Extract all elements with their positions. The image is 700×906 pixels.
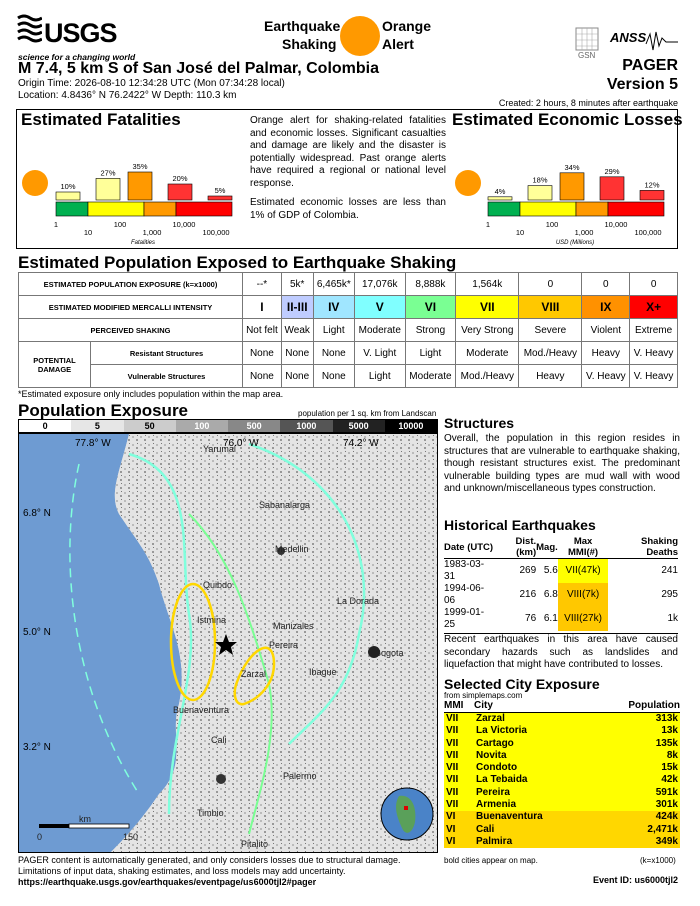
cities-header xyxy=(444,700,680,713)
city-cell-city: Condoto xyxy=(476,762,518,774)
lat-label: 6.8° N xyxy=(23,508,51,519)
resistant-cell: Light xyxy=(405,342,456,365)
losses-histogram xyxy=(480,160,670,248)
anss-label: ANSS xyxy=(610,30,647,45)
damage-row-label: POTENTIAL DAMAGE xyxy=(19,342,91,388)
city-cell-mmi: VII xyxy=(446,737,459,749)
historical-title: Historical Earthquakes xyxy=(444,517,596,533)
alert-level-strip xyxy=(520,202,576,216)
inset-location-marker xyxy=(404,806,408,810)
event-id: Event ID: us6000tjl2 xyxy=(592,875,678,885)
city-cell-mmi: VII xyxy=(446,725,459,737)
city-cell-pop: 591k xyxy=(655,786,678,798)
city-label: Zarzal xyxy=(241,669,267,679)
scale-bar-black xyxy=(39,824,69,828)
city-cell-city: Pereira xyxy=(476,786,510,798)
city-cell-pop: 349k xyxy=(655,835,678,847)
population-legend xyxy=(18,419,438,433)
city-label: Pitalito xyxy=(241,839,269,849)
product-version: Version 5 xyxy=(606,76,678,93)
population-map xyxy=(18,433,438,853)
mmi-cell: IX xyxy=(582,296,630,319)
city-row xyxy=(444,750,680,762)
perceived-cell: Violent xyxy=(582,319,630,342)
perceived-row-label: PERCEIVED SHAKING xyxy=(19,319,243,342)
histogram-bar xyxy=(528,186,552,200)
perceived-cell: Severe xyxy=(519,319,582,342)
historical-note: Recent earthquakes in this area have caused secondary hazards such as landslides and liquefaction that might have contributed to losses. xyxy=(444,634,678,670)
historical-cell-mmi: VIII(7k) xyxy=(558,583,609,607)
perceived-cell: Not felt xyxy=(243,319,282,342)
legend-swatch: 500 xyxy=(228,420,280,432)
alert-level-strip xyxy=(576,202,608,216)
historical-cell-dist: 216 xyxy=(519,589,537,600)
usgs-mark-icon xyxy=(16,14,42,48)
scale-label: 150 xyxy=(123,832,139,842)
alert-label-alert: Alert xyxy=(382,36,414,52)
perceived-cell: Strong xyxy=(405,319,456,342)
histogram-percent: 34% xyxy=(564,162,580,172)
histogram-percent: 29% xyxy=(604,166,620,176)
historical-cell-deaths: 295 xyxy=(661,589,678,600)
footer-url[interactable]: https://earthquake.usgs.gov/earthquakes/eventpage/us6000tjl2#pager xyxy=(18,877,317,887)
city-cell-city: Buenaventura xyxy=(476,811,543,823)
mmi-cell: V xyxy=(354,296,405,319)
pop-cell: 5k* xyxy=(281,273,313,296)
city-cell-city: Novita xyxy=(476,749,507,761)
vulnerable-cell: Mod./Heavy xyxy=(456,365,519,388)
historical-cell-dist: 269 xyxy=(519,565,537,576)
pop-cell: 17,076k xyxy=(354,273,405,296)
hist-col-dist: Dist. (km) xyxy=(494,536,536,559)
histogram-percent: 5% xyxy=(214,186,226,195)
exposure-title: Estimated Population Exposed to Earthquake Shaking xyxy=(18,253,457,272)
city-label: Istmina xyxy=(197,615,227,625)
alert-label-earthquake: Earthquake xyxy=(264,18,341,34)
histogram-bar xyxy=(56,192,80,200)
histogram-percent: 27% xyxy=(100,168,116,178)
popmap-caption: population per 1 sq. km from Landscan xyxy=(298,409,437,418)
city-label: Quibdo xyxy=(203,580,233,590)
city-cell-mmi: VI xyxy=(446,835,456,847)
usgs-wordmark: USGS xyxy=(44,18,117,48)
perceived-cell: Light xyxy=(313,319,354,342)
mmi-cell: II-III xyxy=(281,296,313,319)
fatalities-title: Estimated Fatalities xyxy=(21,110,181,129)
city-label: Buenaventura xyxy=(173,705,230,715)
legend-swatch: 1000 xyxy=(280,420,332,432)
pop-cell: 0 xyxy=(582,273,630,296)
vulnerable-label: Vulnerable Structures xyxy=(91,365,243,388)
historical-cell-deaths: 1k xyxy=(667,613,678,624)
footer-line-2: Limitations of input data, shaking estimates, and loss models may add uncertainty. xyxy=(18,866,346,876)
city-label: Timbio xyxy=(197,808,224,818)
historical-row xyxy=(444,607,678,631)
hist-col-mmi: Max MMI(#) xyxy=(558,536,609,559)
pager-product xyxy=(607,56,678,94)
vulnerable-cell: Moderate xyxy=(405,365,456,388)
created-time: Created: 2 hours, 8 minutes after earthquake xyxy=(498,98,678,108)
alert-summary xyxy=(250,115,446,222)
city-label: Medellin xyxy=(275,544,309,554)
histogram-bin-label: 100 xyxy=(113,220,127,229)
city-row xyxy=(444,799,680,811)
fatalities-alert-icon xyxy=(22,170,48,196)
city-cell-city: Zarzal xyxy=(476,713,505,724)
histogram-bin-label: 100 xyxy=(545,220,559,229)
histogram-bar xyxy=(128,172,152,200)
city-cell-city: Cartago xyxy=(476,737,514,749)
city-col-mmi: MMI xyxy=(444,700,474,713)
histogram-percent: 10% xyxy=(60,182,76,191)
resistant-cell: Heavy xyxy=(582,342,630,365)
usgs-tagline: science for a changing world xyxy=(18,52,136,62)
hist-col-mag: Mag. xyxy=(536,536,558,559)
hist-col-date: Date (UTC) xyxy=(444,536,494,559)
footer-disclaimer xyxy=(18,855,401,888)
legend-swatch: 10000 xyxy=(385,420,437,432)
map-canvas xyxy=(19,434,438,853)
city-cell-pop: 301k xyxy=(655,799,678,811)
alert-circle-icon xyxy=(340,16,380,56)
gsn-label: GSN xyxy=(578,51,596,60)
alert-level-strip xyxy=(144,202,176,216)
city-cell-city: Armenia xyxy=(476,799,517,811)
histogram-bar xyxy=(600,177,624,200)
summary-text-2: Estimated economic losses are less than 1% of GDP of Colombia. xyxy=(250,197,446,221)
cities-table-wrap xyxy=(444,700,680,848)
structures-title: Structures xyxy=(444,415,515,431)
city-cell-mmi: VII xyxy=(446,713,459,724)
historical-cell-deaths: 241 xyxy=(661,565,678,576)
histogram-bin-label: 1,000 xyxy=(574,228,594,237)
mmi-cell: VII xyxy=(456,296,519,319)
population-row xyxy=(19,273,678,296)
cities-title: Selected City Exposure xyxy=(444,676,600,692)
structures-text: Overall, the population in this region resides in structures that are vulnerable to earthquake shaking, though resistant structures exist. The predominant vulnerable building types are mud wall with wood and unknown/miscellaneous types construction. xyxy=(444,433,680,494)
perceived-cell: Very Strong xyxy=(456,319,519,342)
scale-label: km xyxy=(79,814,91,824)
mmi-cell: X+ xyxy=(630,296,678,319)
cities-unit-note: (k=x1000) xyxy=(640,856,676,865)
exposure-table xyxy=(18,272,678,388)
city-cell-pop: 135k xyxy=(655,737,678,749)
hist-col-deaths: Shaking Deaths xyxy=(608,536,678,559)
histogram-percent: 20% xyxy=(172,174,188,183)
city-cell-mmi: VII xyxy=(446,799,459,811)
perceived-cell: Extreme xyxy=(630,319,678,342)
resistant-cell: None xyxy=(313,342,354,365)
histogram-bin-label: 1 xyxy=(485,220,491,229)
mmi-cell: VI xyxy=(405,296,456,319)
city-cell-city: La Tebaida xyxy=(476,774,528,786)
pop-cell: --* xyxy=(243,273,282,296)
histogram-percent: 35% xyxy=(132,162,148,171)
city-cell-mmi: VII xyxy=(446,774,459,786)
legend-swatch: 50 xyxy=(124,420,176,432)
pop-cell: 8,888k xyxy=(405,273,456,296)
pop-cell: 1,564k xyxy=(456,273,519,296)
pop-cell: 0 xyxy=(519,273,582,296)
historical-cell-mag: 6.8 xyxy=(543,589,558,600)
historical-cell-mag: 5.6 xyxy=(543,565,558,576)
alert-level-strip xyxy=(176,202,232,216)
footer-line-1: PAGER content is automatically generated, and only considers losses due to structural damage. xyxy=(18,855,401,865)
histogram-bin-label: 100,000 xyxy=(634,228,662,237)
histogram-bin-label: 10,000 xyxy=(172,220,196,229)
perceived-row xyxy=(19,319,678,342)
resistant-cell: V. Heavy xyxy=(630,342,678,365)
city-cell-mmi: VII xyxy=(446,762,459,774)
resistant-cell: Mod./Heavy xyxy=(519,342,582,365)
lon-label: 74.2° W xyxy=(343,438,379,449)
historical-cell-date: 1983-03-31 xyxy=(444,559,485,582)
legend-swatch: 0 xyxy=(19,420,71,432)
legend-swatch: 5000 xyxy=(333,420,385,432)
historical-row xyxy=(444,559,678,584)
city-cell-pop: 424k xyxy=(655,811,678,823)
origin-time: Origin Time: 2026-08-10 12:34:28 UTC (Mon 07:34:28 local) xyxy=(18,78,285,89)
city-cell-pop: 15k xyxy=(661,762,678,774)
event-meta xyxy=(18,78,285,102)
resistant-label: Resistant Structures xyxy=(91,342,243,365)
city-label: Yarumal xyxy=(203,444,236,454)
histogram-bar xyxy=(168,184,192,200)
city-row xyxy=(444,811,680,823)
histogram-bar xyxy=(208,196,232,200)
city-cell-mmi: VII xyxy=(446,786,459,798)
city-col-pop: Population xyxy=(593,700,680,713)
city-label: Ibague xyxy=(309,667,337,677)
city-label: Pereira xyxy=(269,640,299,650)
city-label: Cali xyxy=(211,735,227,745)
cities-source: from simplemaps.com xyxy=(444,691,523,700)
vulnerable-cell: Heavy xyxy=(519,365,582,388)
city-cell-pop: 42k xyxy=(661,774,678,786)
summary-text-1: Orange alert for shaking-related fatalities and economic losses. Significant casualties and damage are likely and the disaster is potentially widespread. Past orange alerts have required a regional or national level response. xyxy=(250,115,446,189)
city-cell-mmi: VII xyxy=(446,749,459,761)
histogram-axis-label: USD (Millions) xyxy=(555,240,595,246)
city-cell-mmi: VI xyxy=(446,823,456,835)
historical-table-wrap xyxy=(444,536,678,672)
lon-label: 76.0° W xyxy=(223,438,259,449)
histogram-bar xyxy=(488,197,512,200)
city-label: Manizales xyxy=(273,621,314,631)
alert-label-shaking: Shaking xyxy=(282,36,337,52)
histogram-bin-label: 1 xyxy=(53,220,59,229)
city-row xyxy=(444,762,680,774)
vulnerable-cell: None xyxy=(313,365,354,388)
lat-label: 3.2° N xyxy=(23,742,51,753)
mmi-cell: I xyxy=(243,296,282,319)
histogram-axis-label: Fatalities xyxy=(130,240,156,246)
histogram-bar xyxy=(560,173,584,200)
cities-bold-note: bold cities appear on map. xyxy=(444,856,538,865)
pop-cell: 6,465k* xyxy=(313,273,354,296)
scale-bar-white xyxy=(69,824,129,828)
cities-table xyxy=(444,700,680,848)
resistant-cell: None xyxy=(281,342,313,365)
city-dot xyxy=(216,774,226,784)
histogram-percent: 4% xyxy=(494,186,506,196)
mmi-cell: IV xyxy=(313,296,354,319)
historical-cell-mmi: VII(47k) xyxy=(558,559,609,584)
alert-badge xyxy=(258,16,438,62)
product-name: PAGER xyxy=(622,57,678,74)
city-cell-pop: 313k xyxy=(655,713,678,724)
exposure-note: *Estimated exposure only includes population within the map area. xyxy=(18,389,284,399)
legend-swatch: 5 xyxy=(71,420,123,432)
historical-row xyxy=(444,583,678,607)
city-row xyxy=(444,824,680,836)
vulnerable-row xyxy=(19,365,678,388)
losses-alert-icon xyxy=(455,170,481,196)
city-label: La Dorada xyxy=(337,596,380,606)
historical-header xyxy=(444,536,678,559)
historical-cell-mmi: VIII(27k) xyxy=(558,607,609,631)
legend-swatch: 100 xyxy=(176,420,228,432)
city-cell-city: Palmira xyxy=(476,835,513,847)
histogram-bar xyxy=(640,190,664,200)
vulnerable-cell: V. Heavy xyxy=(630,365,678,388)
city-label: Bogota xyxy=(375,648,404,658)
historical-table xyxy=(444,536,678,631)
histogram-percent: 12% xyxy=(644,180,660,190)
city-cell-city: La Victoria xyxy=(476,725,527,737)
histogram-bin-label: 10 xyxy=(515,228,525,237)
historical-cell-date: 1994-06-06 xyxy=(444,583,485,606)
alert-level-strip xyxy=(56,202,88,216)
histogram-bar xyxy=(96,178,120,200)
alert-label-color: Orange xyxy=(382,18,432,34)
population-row-label: ESTIMATED POPULATION EXPOSURE (k=x1000) xyxy=(19,273,243,296)
city-row xyxy=(444,787,680,799)
histogram-bin-label: 10 xyxy=(83,228,93,237)
lat-label: 5.0° N xyxy=(23,627,51,638)
anss-logo xyxy=(574,24,678,60)
resistant-cell: Moderate xyxy=(456,342,519,365)
city-cell-pop: 13k xyxy=(661,725,678,737)
alert-level-strip xyxy=(488,202,520,216)
city-cell-mmi: VI xyxy=(446,811,456,823)
histogram-bin-label: 100,000 xyxy=(202,228,230,237)
city-cell-city: Cali xyxy=(476,823,495,835)
popmap-title: Population Exposure xyxy=(18,401,189,420)
city-cell-pop: 8k xyxy=(666,749,678,761)
perceived-cell: Moderate xyxy=(354,319,405,342)
resistant-cell: V. Light xyxy=(354,342,405,365)
vulnerable-cell: Light xyxy=(354,365,405,388)
alert-level-strip xyxy=(88,202,144,216)
fatalities-histogram xyxy=(48,160,238,248)
histogram-percent: 18% xyxy=(532,175,548,185)
histogram-bin-label: 10,000 xyxy=(604,220,628,229)
vulnerable-cell: None xyxy=(281,365,313,388)
city-row xyxy=(444,725,680,737)
city-row xyxy=(444,738,680,750)
city-label: Palermo xyxy=(283,771,317,781)
losses-title: Estimated Economic Losses xyxy=(452,110,683,129)
scale-label: 0 xyxy=(37,832,43,842)
city-row xyxy=(444,713,680,726)
resistant-cell: None xyxy=(243,342,282,365)
mmi-cell: VIII xyxy=(519,296,582,319)
event-title: M 7.4, 5 km S of San José del Palmar, Colombia xyxy=(18,60,380,77)
usgs-logo xyxy=(16,14,136,62)
city-cell-pop: 2,471k xyxy=(647,823,678,835)
resistant-row xyxy=(19,342,678,365)
city-row xyxy=(444,774,680,786)
pop-cell: 0 xyxy=(630,273,678,296)
historical-cell-dist: 76 xyxy=(525,613,537,624)
lon-label: 77.8° W xyxy=(75,438,111,449)
perceived-cell: Weak xyxy=(281,319,313,342)
city-label: Sabanalarga xyxy=(259,500,311,510)
location: Location: 4.8436° N 76.2422° W Depth: 110.3 km xyxy=(18,90,237,101)
mmi-row xyxy=(19,296,678,319)
alert-level-strip xyxy=(608,202,664,216)
histogram-bin-label: 1,000 xyxy=(142,228,162,237)
city-col-name: City xyxy=(474,700,593,713)
historical-cell-date: 1999-01-25 xyxy=(444,607,485,630)
historical-cell-mag: 6.1 xyxy=(543,613,558,624)
mmi-row-label: ESTIMATED MODIFIED MERCALLI INTENSITY xyxy=(19,296,243,319)
vulnerable-cell: V. Heavy xyxy=(582,365,630,388)
city-row xyxy=(444,836,680,848)
vulnerable-cell: None xyxy=(243,365,282,388)
